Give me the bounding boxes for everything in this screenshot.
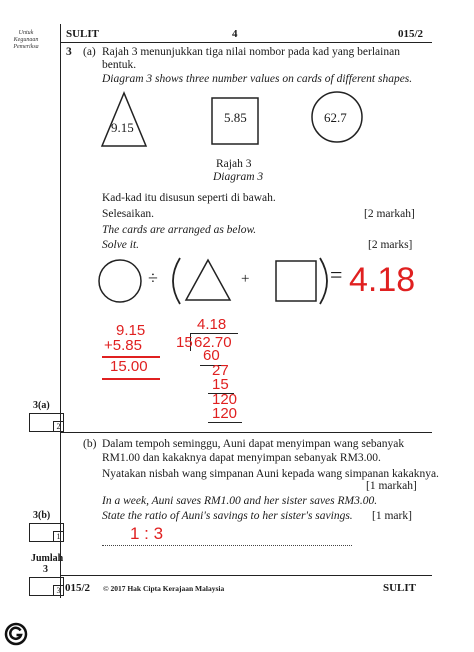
margin-label-3a: 3(a) [33,400,50,411]
part-b-text-ms-line1: Dalam tempoh seminggu, Auni dapat menyimpan wang sebanyak [102,438,405,450]
part-a-text-ms-line2: bentuk. [102,59,137,71]
part-b-text-ms-line2: RM1.00 dan kakaknya dapat menyimpan sebanyak RM3.00. [102,452,381,464]
working-add-top: 9.15 [116,322,146,339]
square-card-value: 5.85 [224,110,247,125]
footer-sulit: SULIT [383,582,417,594]
working-line-3 [208,422,242,423]
working-step-4: 120 [212,391,238,408]
margin-box-3a [29,413,64,432]
margin-marks-3b: 1 [53,531,63,541]
part-a-text-ms-line1: Rajah 3 menunjukkan tiga nilai nombor pada kad yang berlainan [102,46,400,58]
diagram-caption-ms: Rajah 3 [216,158,252,170]
plus-sign: + [241,271,250,287]
working-add-result: 15.00 [110,358,148,375]
working-step-1: 60 [203,347,220,364]
working-step-2: 27 [212,362,229,379]
margin-label-3b: 3(b) [33,510,51,521]
section-rule-a [60,432,432,433]
margin-box-3b [29,523,64,542]
working-quotient: 4.18 [197,316,227,333]
footer-code: 015/2 [65,582,91,594]
header-rule [60,42,432,43]
part-b-text-en-line1: In a week, Auni saves RM1.00 and her sister saves RM3.00. [102,495,378,507]
marks-ms-b: [1 markah] [366,480,417,492]
footer-rule [60,575,432,576]
header-paper-code: 015/2 [398,28,424,40]
instruction-en: The cards are arranged as below. [102,224,257,236]
total-number: 3 [43,564,48,575]
expression-circle [99,260,141,302]
right-bracket [320,258,327,304]
total-label: Jumlah [31,553,64,564]
solve-en: Solve it. [102,239,140,251]
examiner-note-text: Untuk Kegunaan Pemeriksa [13,30,39,50]
part-b-label: (b) [83,438,97,450]
expression-shapes [98,254,338,309]
part-b-text-ms-line3: Nyatakan nisbah wang simpanan Auni kepada wang simpanan kakaknya. [102,468,439,480]
instruction-ms: Kad-kad itu disusun seperti di bawah. [102,192,276,204]
answer-b-dotted-line [102,545,352,547]
margin-marks-3a: 2 [53,421,63,431]
working-divisor: 15 [176,334,193,351]
footer-copyright: © 2017 Hak Cipta Kerajaan Malaysia [103,584,225,593]
total-marks: 3 [53,585,63,595]
equals-sign: = [330,262,343,287]
triangle-card-value: 9.15 [111,120,134,135]
diagram-cards [100,88,400,153]
expression-square [276,261,316,301]
corner-logo-icon [4,622,28,646]
working-step-5: 120 [212,405,238,422]
part-a-label: (a) [83,46,96,58]
working-step-3: 15 [212,376,229,393]
part-a-text-en: Diagram 3 shows three number values on cards of different shapes. [102,73,413,85]
divide-sign: ÷ [148,268,158,288]
examiner-margin-note [6,30,46,51]
diagram-caption-en: Diagram 3 [213,171,264,183]
part-b-text-en-line2: State the ratio of Auni's savings to her sister's savings. [102,510,353,522]
header-sulit: SULIT [66,28,100,40]
working-add-underline [102,378,160,380]
page-number: 4 [232,28,238,40]
marks-en-a: [2 marks] [368,239,413,251]
working-dividend: 62.70 [194,334,232,351]
question-number: 3 [66,46,72,58]
marks-ms-a: [2 markah] [364,208,415,220]
left-bracket [173,258,180,304]
answer-b: 1 : 3 [130,524,164,543]
answer-a: 4.18 [349,261,416,299]
marks-en-b: [1 mark] [372,510,412,522]
working-add-bottom: +5.85 [104,337,142,354]
solve-ms: Selesaikan. [102,208,155,220]
circle-card-value: 62.7 [324,110,347,125]
total-box [29,577,64,596]
margin-rule [60,24,61,598]
expression-triangle [186,260,230,300]
